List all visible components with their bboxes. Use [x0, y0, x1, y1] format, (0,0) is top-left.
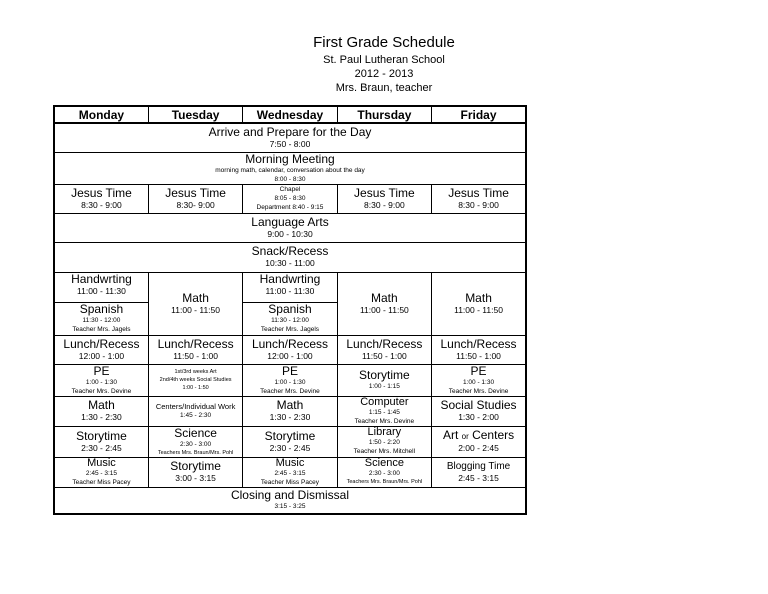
- library-thu-label: Library: [367, 426, 402, 438]
- pe-wed-label: PE: [281, 364, 298, 378]
- jesus-tue-label: Jesus Time: [165, 185, 226, 200]
- lunch-tue: [148, 335, 242, 364]
- language-cell: [54, 213, 526, 242]
- row-lunch: [54, 335, 526, 364]
- row-language-arts: [54, 213, 526, 242]
- storytime-thu-time: 1:00 - 1:15: [368, 383, 400, 390]
- blogging-fri-time: 2:45 - 3:15: [458, 473, 499, 483]
- jesus-thu-label: Jesus Time: [354, 185, 415, 200]
- pe-mon-teacher: Teacher Mrs. Devine: [71, 387, 132, 395]
- lunch-fri-label: Lunch/Recess: [440, 336, 517, 351]
- centers-tue: [148, 396, 242, 426]
- day-header-thursday: Thursday: [337, 106, 431, 123]
- storytime-wed-label: Storytime: [264, 428, 316, 443]
- blogging-fri-label: Blogging Time: [446, 461, 511, 472]
- jesus-fri: [432, 184, 526, 213]
- handwriting-wed-time: 11:00 - 11:30: [265, 285, 315, 296]
- storytime-thu-label: Storytime: [359, 368, 410, 382]
- school-year: 2012 - 2013: [354, 68, 414, 80]
- science-tue: [148, 426, 242, 457]
- day-header-row: [54, 106, 526, 123]
- math-thu-label: Math: [371, 290, 398, 305]
- closing-time: 3:15 - 3:25: [274, 503, 306, 511]
- pe-fri-label: PE: [470, 364, 487, 378]
- social-fri-time: 1:30 - 2:00: [458, 412, 499, 422]
- schedule-header: [0, 33, 768, 95]
- art-centers-fri-label: [432, 429, 525, 443]
- storytime-mon: [54, 426, 148, 457]
- lunch-wed-time: 12:00 - 1:00: [267, 350, 313, 361]
- math-wed-time: 1:30 - 2:30: [269, 412, 311, 422]
- social-tue-weeks: 2nd/4th weeks Social Studies: [159, 377, 232, 383]
- spanish-mon-label: Spanish: [79, 301, 124, 316]
- language-time: 9:00 - 10:30: [267, 228, 313, 239]
- jesus-tue-time: 8:30- 9:00: [176, 199, 215, 210]
- jesus-tue: [148, 184, 242, 213]
- lunch-thu: [337, 335, 431, 364]
- chapel-wed-department: Department 8:40 - 9:15: [256, 204, 324, 211]
- meeting-time: 8:00 - 8:30: [274, 175, 306, 183]
- row-closing: [54, 487, 526, 514]
- lunch-fri: [432, 335, 526, 364]
- centers-fri-word: Centers: [472, 428, 515, 442]
- math-mon-time: 1:30 - 2:30: [81, 412, 122, 422]
- art-fri-word: Art: [442, 428, 459, 442]
- page-title: First Grade Schedule: [313, 34, 455, 51]
- music-mon-time: 2:45 - 3:15: [85, 469, 117, 477]
- music-mon: [54, 457, 148, 487]
- math-thu-time: 11:00 - 11:50: [359, 304, 409, 315]
- storytime-tue-time: 3:00 - 3:15: [175, 473, 216, 483]
- spanish-wed-teacher: Teacher Mrs. Jagels: [260, 325, 320, 333]
- row-snack: [54, 242, 526, 272]
- chapel-wed: [243, 184, 337, 213]
- snack-label: Snack/Recess: [251, 244, 329, 258]
- chapel-wed-time: 8:05 - 8:30: [274, 195, 306, 202]
- arrive-cell: [54, 123, 526, 152]
- math-fri-label: Math: [465, 290, 492, 305]
- storytime-thu: [337, 364, 431, 396]
- storytime-wed-time: 2:30 - 2:45: [269, 442, 311, 453]
- music-wed: [243, 457, 337, 487]
- language-label: Language Arts: [251, 214, 329, 229]
- pe-mon-time: 1:00 - 1:30: [85, 378, 117, 386]
- science-thu-label: Science: [364, 457, 404, 469]
- row-arrive: [54, 123, 526, 152]
- centers-tue-label: Centers/Individual Work: [155, 402, 236, 411]
- lunch-mon: [54, 335, 148, 364]
- snack-time: 10:30 - 11:00: [265, 258, 315, 268]
- closing-label: Closing and Dismissal: [230, 488, 350, 503]
- science-thu-time: 2:30 - 3:00: [368, 470, 400, 477]
- pe-fri-teacher: Teacher Mrs. Devine: [448, 387, 509, 395]
- math-tue-time: 11:00 - 11:50: [171, 304, 220, 315]
- computer-thu: [337, 396, 431, 426]
- library-thu-time: 1:50 - 2:20: [368, 439, 400, 446]
- library-thu: [337, 426, 431, 457]
- row-afternoon-3: [54, 426, 526, 457]
- music-mon-teacher: Teacher Miss Pacey: [72, 478, 131, 486]
- math-thu: [337, 272, 431, 335]
- schedule-table: [53, 105, 527, 515]
- row-afternoon-1: [54, 364, 526, 396]
- arrive-label: Arrive and Prepare for the Day: [208, 124, 372, 139]
- lunch-fri-time: 11:50 - 1:00: [456, 350, 501, 361]
- lunch-wed-label: Lunch/Recess: [251, 336, 328, 351]
- music-wed-label: Music: [275, 457, 305, 469]
- row-afternoon-2: [54, 396, 526, 426]
- handwriting-mon-time: 11:00 - 11:30: [77, 285, 126, 296]
- storytime-tue-label: Storytime: [170, 459, 221, 473]
- spanish-mon-teacher: Teacher Mrs. Jagels: [72, 325, 131, 333]
- math-mon-label: Math: [88, 398, 115, 412]
- science-tue-label: Science: [174, 426, 217, 440]
- meeting-cell: [54, 152, 526, 184]
- row-jesus-time: [54, 184, 526, 213]
- jesus-thu: [337, 184, 431, 213]
- row-afternoon-4: [54, 457, 526, 487]
- jesus-thu-time: 8:30 - 9:00: [364, 199, 405, 210]
- pe-fri: [432, 364, 526, 396]
- pe-wed-teacher: Teacher Mrs. Devine: [260, 387, 320, 395]
- pe-fri-time: 1:00 - 1:30: [462, 378, 495, 386]
- late-wed: [243, 272, 337, 335]
- blogging-fri: [432, 457, 526, 487]
- or-fri-word: or: [461, 432, 469, 441]
- jesus-mon: [54, 184, 148, 213]
- pe-mon-label: PE: [93, 364, 110, 378]
- lunch-tue-time: 11:50 - 1:00: [173, 350, 218, 361]
- math-tue-label: Math: [182, 290, 209, 305]
- art-social-tue-time: 1:00 - 1:50: [182, 385, 209, 391]
- computer-thu-time: 1:15 - 1:45: [368, 408, 400, 416]
- day-header-monday: Monday: [54, 106, 148, 123]
- jesus-mon-time: 8:30 - 9:00: [81, 199, 122, 210]
- snack-cell: [54, 242, 526, 272]
- handwriting-wed-label: Handwrting: [259, 272, 321, 286]
- math-mon: [54, 396, 148, 426]
- jesus-mon-label: Jesus Time: [71, 185, 132, 200]
- late-mon: [54, 272, 148, 335]
- spanish-mon-time: 11:30 - 12:00: [82, 316, 121, 324]
- pe-mon: [54, 364, 148, 396]
- lunch-wed: [243, 335, 337, 364]
- spanish-wed-label: Spanish: [268, 301, 312, 316]
- math-tue: [148, 272, 242, 335]
- social-fri-label: Social Studies: [440, 398, 517, 412]
- row-meeting: [54, 152, 526, 184]
- math-wed: [243, 396, 337, 426]
- pe-wed: [243, 364, 337, 396]
- lunch-tue-label: Lunch/Recess: [157, 336, 234, 351]
- school-name: St. Paul Lutheran School: [323, 54, 445, 66]
- handwriting-mon-label: Handwrting: [71, 272, 132, 286]
- music-wed-time: 2:45 - 3:15: [274, 469, 306, 477]
- science-tue-time: 2:30 - 3:00: [180, 440, 212, 448]
- art-centers-fri-time: 2:00 - 2:45: [458, 443, 499, 453]
- lunch-thu-label: Lunch/Recess: [346, 336, 423, 351]
- storytime-mon-label: Storytime: [76, 428, 127, 443]
- computer-thu-teacher: Teacher Mrs. Devine: [354, 417, 415, 425]
- arrive-time: 7:50 - 8:00: [269, 138, 311, 149]
- math-fri-time: 11:00 - 11:50: [454, 304, 503, 315]
- math-wed-label: Math: [276, 398, 304, 412]
- lunch-mon-time: 12:00 - 1:00: [78, 350, 125, 361]
- art-social-tue: [148, 364, 242, 396]
- storytime-tue: [148, 457, 242, 487]
- library-thu-teacher: Teacher Mrs. Mitchell: [353, 448, 416, 455]
- jesus-fri-label: Jesus Time: [448, 185, 509, 200]
- spanish-wed-time: 11:30 - 12:00: [271, 316, 309, 324]
- computer-thu-label: Computer: [360, 396, 409, 408]
- day-header-friday: Friday: [432, 106, 526, 123]
- day-header-wednesday: Wednesday: [243, 106, 337, 123]
- pe-wed-time: 1:00 - 1:30: [274, 378, 306, 386]
- science-thu: [337, 457, 431, 487]
- teacher-name: Mrs. Braun, teacher: [335, 82, 433, 94]
- closing-cell: [54, 487, 526, 514]
- science-thu-teacher: Teachers Mrs. Braun/Mrs. Pohl: [346, 479, 423, 485]
- chapel-wed-label: Chapel: [279, 186, 301, 193]
- music-wed-teacher: Teacher Miss Pacey: [260, 478, 320, 486]
- storytime-mon-time: 2:30 - 2:45: [81, 442, 122, 453]
- storytime-wed: [243, 426, 337, 457]
- jesus-fri-time: 8:30 - 9:00: [458, 199, 499, 210]
- meeting-note: morning math, calendar, conversation about the day: [215, 166, 365, 174]
- science-tue-teacher: Teachers Mrs. Braun/Mrs. Pohl: [157, 449, 234, 456]
- lunch-mon-label: Lunch/Recess: [63, 336, 140, 351]
- lunch-thu-time: 11:50 - 1:00: [361, 350, 407, 361]
- math-fri: [432, 272, 526, 335]
- centers-tue-time: 1:45 - 2:30: [180, 412, 212, 419]
- meeting-label: Morning Meeting: [245, 152, 335, 166]
- row-late-morning: [54, 272, 526, 335]
- art-tue-weeks: 1st/3rd weeks Art: [174, 369, 217, 375]
- music-mon-label: Music: [87, 457, 116, 469]
- social-fri: [432, 396, 526, 426]
- art-centers-fri: [432, 426, 526, 457]
- day-header-tuesday: Tuesday: [148, 106, 242, 123]
